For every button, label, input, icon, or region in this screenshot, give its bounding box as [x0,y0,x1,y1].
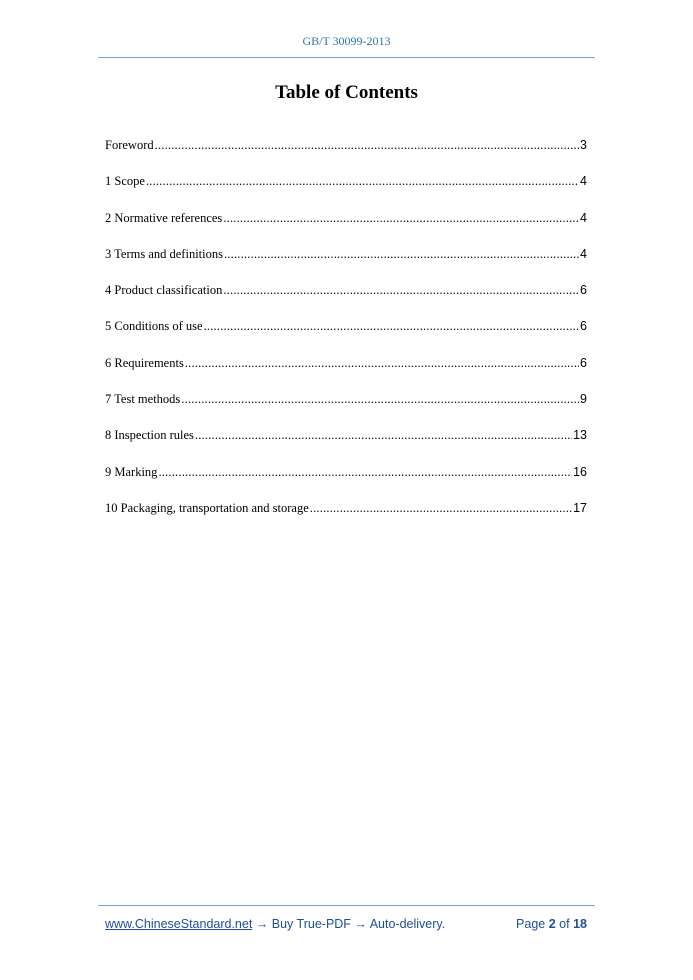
of-label: of [559,917,570,931]
toc-entry-label: 5 Conditions of use [105,319,203,334]
footer-promo-text: → Buy True-PDF → Auto-delivery. [252,917,446,931]
toc-entry-page: 4 [580,210,587,225]
table-of-contents [105,138,587,537]
footer-promo [105,917,445,931]
toc-entry-conditions-of-use[interactable] [105,319,587,355]
dot-leader [204,319,579,334]
footer-divider [98,905,595,906]
dot-leader [158,465,572,480]
page-prefix: Page [516,917,546,931]
toc-entry-normative-references[interactable] [105,211,587,247]
page-title: Table of Contents [275,82,418,103]
toc-entry-page: 6 [580,319,587,334]
toc-entry-label: 9 Marking [105,464,158,479]
toc-entry-test-methods[interactable] [105,392,587,428]
toc-entry-requirements[interactable] [105,356,587,392]
toc-entry-page: 6 [580,283,587,298]
toc-entry-terms-and-definitions[interactable] [105,247,587,283]
toc-entry-packaging-transportation-storage[interactable] [105,501,587,537]
toc-entry-page: 16 [573,464,587,479]
dot-leader [224,247,579,262]
toc-entry-label: 8 Inspection rules [105,428,194,443]
toc-entry-page: 3 [580,138,587,152]
page-indicator [516,917,587,931]
toc-entry-foreword[interactable] [105,138,587,174]
toc-entry-label: 10 Packaging, transportation and storage [105,500,309,515]
dot-leader [181,392,579,407]
site-link[interactable]: www.ChineseStandard.net [105,917,253,931]
toc-entry-page: 17 [573,500,587,515]
dot-leader [146,174,579,189]
toc-entry-scope[interactable] [105,174,587,210]
toc-entry-label: 1 Scope [105,174,145,189]
toc-entry-label: 2 Normative references [105,210,223,225]
dot-leader [223,211,579,226]
toc-entry-label: 4 Product classification [105,283,223,298]
toc-entry-page: 13 [573,428,587,443]
toc-entry-page: 4 [580,246,587,261]
running-header: GB/T 30099-2013 [302,34,391,48]
toc-entry-label: 6 Requirements [105,355,184,370]
toc-entry-label: 7 Test methods [105,392,181,407]
dot-leader [155,138,579,153]
dot-leader [310,501,572,516]
toc-entry-product-classification[interactable] [105,283,587,319]
toc-entry-marking[interactable] [105,465,587,501]
toc-entry-page: 9 [580,392,587,407]
toc-entry-inspection-rules[interactable] [105,428,587,464]
dot-leader [185,356,579,371]
toc-entry-label: Foreword [105,138,154,152]
current-page-number: 2 [548,917,556,931]
page-footer [105,917,587,931]
toc-entry-label: 3 Terms and definitions [105,246,223,261]
total-pages-number: 18 [573,917,587,931]
header-divider [98,57,595,58]
dot-leader [223,283,579,298]
toc-entry-page: 4 [580,174,587,189]
toc-entry-page: 6 [580,355,587,370]
dot-leader [195,428,572,443]
